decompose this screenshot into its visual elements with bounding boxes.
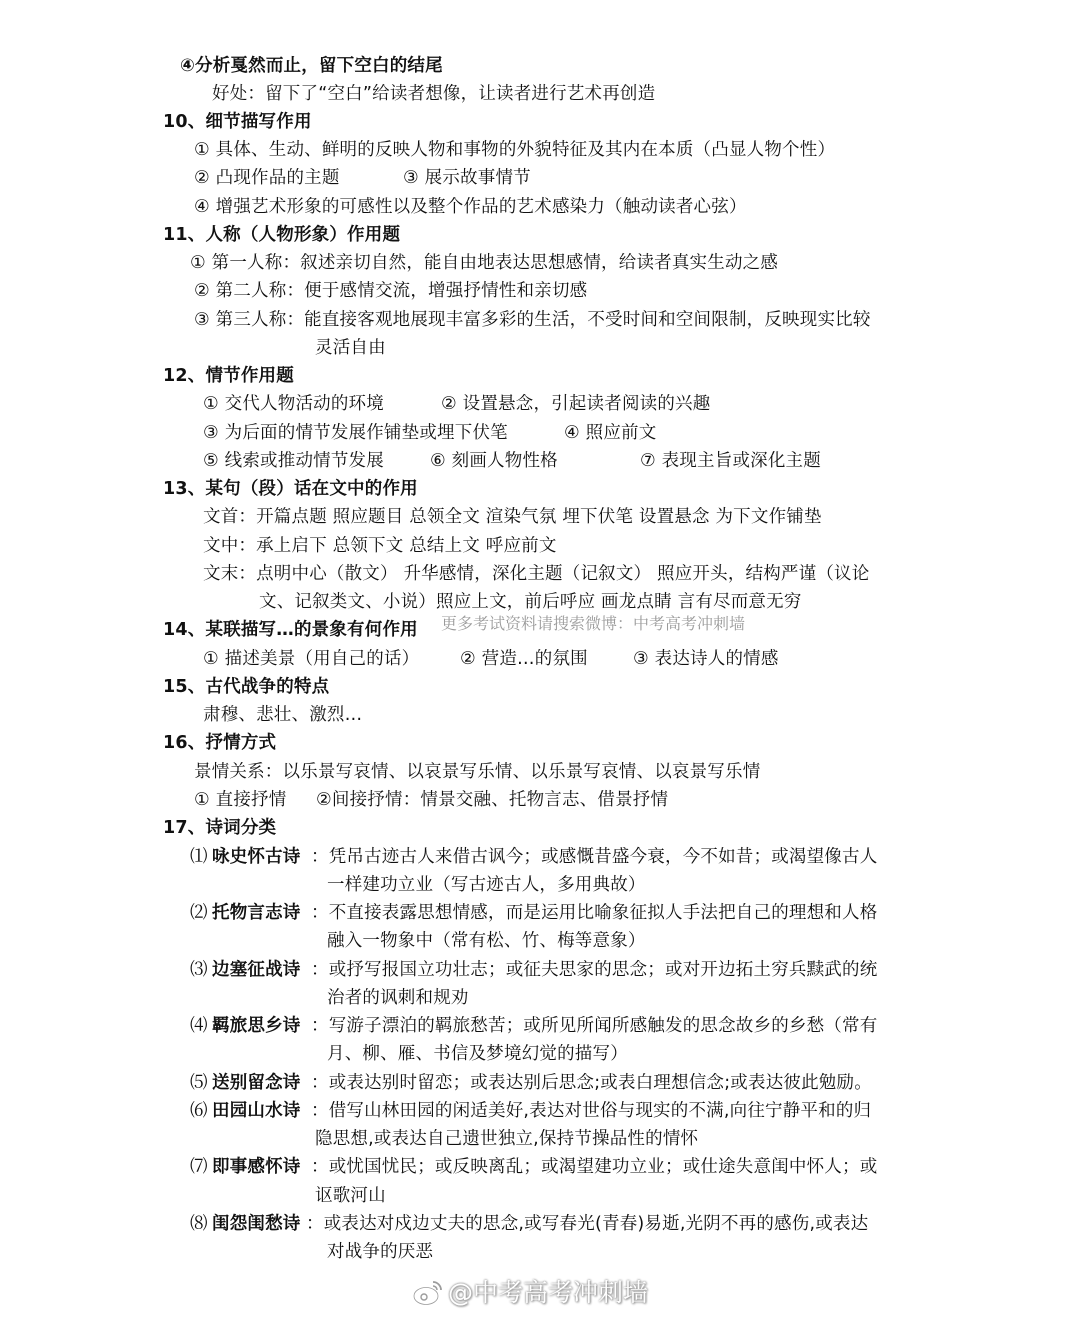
line-text: ② 凸现作品的主题 bbox=[194, 168, 340, 188]
heading-text: 咏史怀古诗 bbox=[212, 847, 301, 867]
line-text: ③ 展示故事情节 bbox=[403, 168, 531, 188]
line-text: 治者的讽刺和规劝 bbox=[327, 988, 469, 1008]
heading-text: 即事感怀诗 bbox=[212, 1157, 301, 1177]
line-text: 肃穆、悲壮、激烈… bbox=[203, 705, 363, 725]
line-text: 好处：留下了“空白”给读者想像，让读者进行艺术再创造 bbox=[212, 84, 656, 104]
text-line bbox=[0, 532, 1080, 560]
text-line bbox=[0, 419, 1080, 447]
line-text: ⑤ 线索或推动情节发展 bbox=[203, 451, 384, 471]
line-text: ：或表达对戍边丈夫的思念,或写春光(青春)易逝,光阴不再的感伤,或表达 bbox=[306, 1214, 869, 1234]
line-text: ：借写山林田园的闲适美好,表达对世俗与现实的不满,向往宁静平和的归 bbox=[311, 1101, 872, 1121]
line-text: 文末：点明中心（散文） 升华感情，深化主题（记叙文） 照应开头，结构严谨（议论 bbox=[203, 564, 870, 584]
line-text: 讴歌河山 bbox=[315, 1186, 386, 1206]
text-line bbox=[0, 503, 1080, 531]
heading-text: 闺怨闺愁诗 bbox=[212, 1214, 301, 1234]
line-text: ⑻ bbox=[190, 1214, 208, 1234]
line-text: ① 第一人称：叙述亲切自然，能自由地表达思想感情，给读者真实生动之感 bbox=[190, 253, 779, 273]
text-line bbox=[0, 362, 1080, 390]
line-text: 对战争的厌恶 bbox=[327, 1242, 434, 1262]
text-line bbox=[0, 984, 1080, 1012]
text-line bbox=[0, 306, 1080, 334]
line-text: 灵活自由 bbox=[315, 338, 386, 358]
heading-text: 17、诗词分类 bbox=[163, 818, 277, 838]
text-line bbox=[0, 277, 1080, 305]
line-text: ：或忧国忧民；或反映离乱；或渴望建功立业；或仕途失意闺中怀人；或 bbox=[311, 1157, 878, 1177]
line-text: 月、柳、雁、书信及梦境幻觉的描写） bbox=[327, 1044, 628, 1064]
line-text: ⑶ bbox=[190, 960, 208, 980]
line-text: ① 直接抒情 bbox=[194, 790, 287, 810]
text-line bbox=[0, 136, 1080, 164]
line-text: ③ 为后面的情节发展作铺垫或埋下伏笔 bbox=[203, 423, 508, 443]
text-line bbox=[0, 786, 1080, 814]
heading-text: 15、古代战争的特点 bbox=[163, 677, 330, 697]
heading-text: 16、抒情方式 bbox=[163, 733, 277, 753]
text-line bbox=[0, 729, 1080, 757]
line-text: ⑸ bbox=[190, 1073, 208, 1093]
text-line bbox=[0, 843, 1080, 871]
line-text: ② 营造…的氛围 bbox=[460, 649, 588, 669]
line-text: ⑴ bbox=[190, 847, 208, 867]
line-text: ：不直接表露思想情感，而是运用比喻象征拟人手法把自己的理想和人格 bbox=[311, 903, 878, 923]
line-text: ：或表达别时留恋；或表达别后思念;或表白理想信念;或表达彼此勉励。 bbox=[311, 1073, 872, 1093]
text-line bbox=[0, 1012, 1080, 1040]
text-line bbox=[0, 560, 1080, 588]
line-text: ① 具体、生动、鲜明的反映人物和事物的外貌特征及其内在本质（凸显人物个性） bbox=[194, 140, 836, 160]
line-text: ② 第二人称：便于感情交流，增强抒情性和亲切感 bbox=[194, 281, 588, 301]
text-line bbox=[0, 447, 1080, 475]
line-text: 一样建功立业（写古迹古人，多用典故） bbox=[327, 875, 646, 895]
line-text: ③ 表达诗人的情感 bbox=[633, 649, 779, 669]
heading-text: 11、人称（人物形象）作用题 bbox=[163, 225, 401, 245]
text-line bbox=[0, 899, 1080, 927]
text-line bbox=[0, 390, 1080, 418]
text-line bbox=[0, 52, 1080, 80]
line-text: 文首：开篇点题 照应题目 总领全文 渲染气氛 埋下伏笔 设置悬念 为下文作铺垫 bbox=[203, 507, 822, 527]
text-line bbox=[0, 1238, 1080, 1266]
text-line bbox=[0, 221, 1080, 249]
text-line bbox=[0, 164, 1080, 192]
text-line bbox=[0, 475, 1080, 503]
line-text: ：凭吊古迹古人来借古讽今；或感慨昔盛今衰，今不如昔；或渴望像古人 bbox=[311, 847, 878, 867]
line-text: ②间接抒情：情景交融、托物言志、借景抒情 bbox=[316, 790, 669, 810]
line-text: ① 交代人物活动的环境 bbox=[203, 394, 384, 414]
text-line bbox=[0, 645, 1080, 673]
heading-text: 13、某句（段）话在文中的作用 bbox=[163, 479, 418, 499]
heading-text: 田园山水诗 bbox=[212, 1101, 301, 1121]
line-text: 景情关系：以乐景写哀情、以哀景写乐情、以乐景写哀情、以哀景写乐情 bbox=[194, 762, 761, 782]
text-line bbox=[0, 1210, 1080, 1238]
text-line bbox=[0, 871, 1080, 899]
line-text: 隐思想,或表达自己遗世独立,保持节操品性的情怀 bbox=[315, 1129, 699, 1149]
line-text: ③ 第三人称：能直接客观地展现丰富多彩的生活，不受时间和空间限制，反映现实比较 bbox=[194, 310, 871, 330]
weibo-logo-icon bbox=[412, 1279, 444, 1307]
heading-text: 羁旅思乡诗 bbox=[212, 1016, 301, 1036]
heading-text: 送别留念诗 bbox=[212, 1073, 301, 1093]
text-line bbox=[0, 1125, 1080, 1153]
line-text: ：或抒写报国立功壮志；或征夫思家的思念；或对开边拓土穷兵黩武的统 bbox=[311, 960, 878, 980]
text-line bbox=[0, 1182, 1080, 1210]
text-line bbox=[0, 80, 1080, 108]
text-line bbox=[0, 193, 1080, 221]
heading-text: 12、情节作用题 bbox=[163, 366, 294, 386]
line-text: ⑥ 刻画人物性格 bbox=[430, 451, 558, 471]
text-line bbox=[0, 334, 1080, 362]
line-text: ：写游子漂泊的羁旅愁苦；或所见所闻所感触发的思念故乡的乡愁（常有 bbox=[311, 1016, 878, 1036]
line-text: ② 设置悬念，引起读者阅读的兴趣 bbox=[441, 394, 711, 414]
text-line bbox=[0, 1153, 1080, 1181]
heading-text: 边塞征战诗 bbox=[212, 960, 301, 980]
line-text: ⑷ bbox=[190, 1016, 208, 1036]
line-text: ④ 照应前文 bbox=[564, 423, 657, 443]
text-line bbox=[0, 927, 1080, 955]
heading-text: 10、细节描写作用 bbox=[163, 112, 312, 132]
text-line bbox=[0, 814, 1080, 842]
text-line bbox=[0, 673, 1080, 701]
weibo-handle: @中考高考冲刺墙 bbox=[448, 1278, 649, 1307]
text-line bbox=[0, 1040, 1080, 1068]
heading-text: ④分析戛然而止，留下空白的结尾 bbox=[180, 56, 443, 76]
text-line bbox=[0, 108, 1080, 136]
text-line bbox=[0, 1097, 1080, 1125]
text-line bbox=[0, 1069, 1080, 1097]
line-text: ④ 增强艺术形象的可感性以及整个作品的艺术感染力（触动读者心弦） bbox=[194, 197, 747, 217]
watermark-text: 更多考试资料请搜索微博：中考高考冲刺墙 bbox=[441, 614, 746, 633]
line-text: 融入一物象中（常有松、竹、梅等意象） bbox=[327, 931, 646, 951]
text-line bbox=[0, 758, 1080, 786]
line-text: ① 描述美景（用自己的话） bbox=[203, 649, 420, 669]
line-text: 文、记叙类文、小说）照应上文，前后呼应 画龙点睛 言有尽而意无穷 bbox=[259, 592, 802, 612]
text-line bbox=[0, 701, 1080, 729]
text-line bbox=[0, 249, 1080, 277]
line-text: ⑵ bbox=[190, 903, 208, 923]
line-text: ⑹ bbox=[190, 1101, 208, 1121]
heading-text: 托物言志诗 bbox=[212, 903, 301, 923]
text-line bbox=[0, 956, 1080, 984]
line-text: ⑺ bbox=[190, 1157, 208, 1177]
line-text: ⑦ 表现主旨或深化主题 bbox=[640, 451, 821, 471]
heading-text: 14、某联描写…的景象有何作用 bbox=[163, 620, 418, 640]
line-text: 文中：承上启下 总领下文 总结上文 呼应前文 bbox=[203, 536, 557, 556]
